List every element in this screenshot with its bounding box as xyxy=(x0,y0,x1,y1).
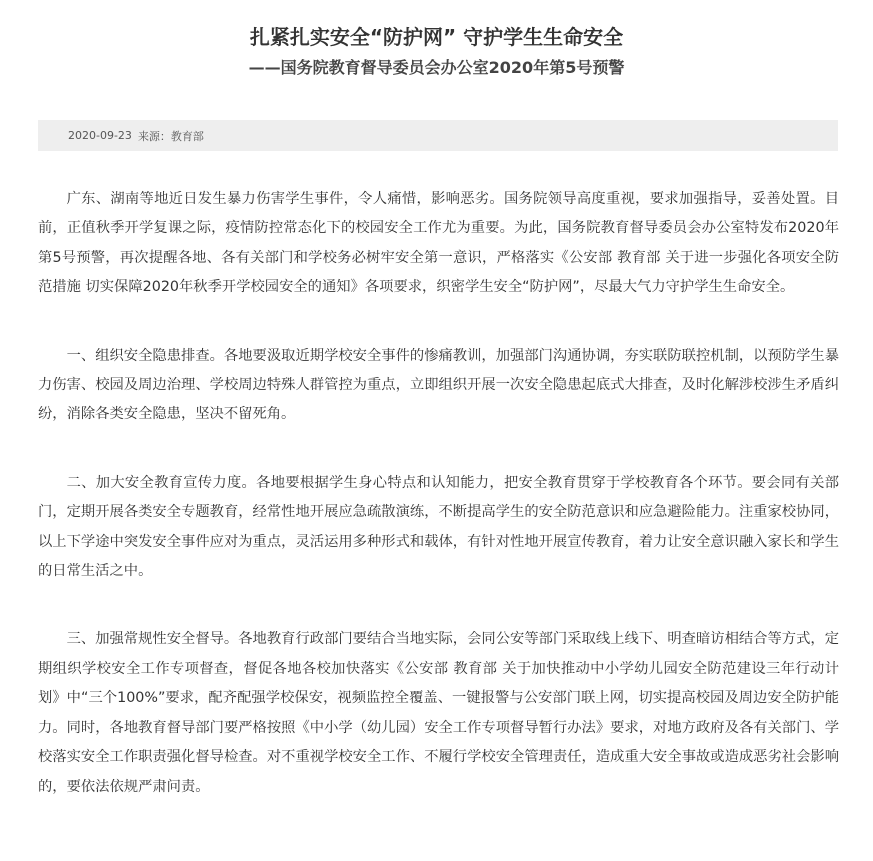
page-subtitle: ——国务院教育督导委员会办公室2020年第5号预警 xyxy=(248,58,625,77)
publish-date: 2020-09-23 xyxy=(68,129,132,142)
page-title: 扎紧扎实安全“防护网” 守护学生生命安全 xyxy=(249,25,624,49)
article-body xyxy=(38,185,839,841)
article-meta-bar xyxy=(38,120,838,151)
paragraph-section-2: 二、加大安全教育宣传力度。各地要根据学生身心特点和认知能力，把安全教育贯穿于学校教育各个环节。要会同有关部门，定期开展各类安全专题教育，经常性地开展应急疏散演练，不断提高学生的安全防范意识和应急避险能力。注重家校协同，以上下学途中突发安全事件应对为重点，灵活运用多种形式和载体，有针对性地开展宣传教育，着力让安全意识融入家长和学生的日常生活之中。 xyxy=(38,474,839,580)
paragraph-intro: 广东、湖南等地近日发生暴力伤害学生事件，令人痛惜，影响恶劣。国务院领导高度重视，要求加强指导，妥善处置。目前，正值秋季开学复课之际，疫情防控常态化下的校园安全工作尤为重要。为此，国务院教育督导委员会办公室特发布2020年第5号预警，再次提醒各地、各有关部门和学校务必树牢安全第一意识，严格落实《公安部 教育部 关于进一步强化各项安全防范措施 切实保障2020年秋季开学校园安全的通知》各项要求，织密学生安全“防护网”，尽最大气力守护学生生命安全。 xyxy=(38,191,839,296)
paragraph-section-1: 一、组织安全隐患排查。各地要汲取近期学校安全事件的惨痛教训，加强部门沟通协调，夯实联防联控机制，以预防学生暴力伤害、校园及周边治理、学校周边特殊人群管控为重点，立即组织开展一次安全隐患起底式大排查，及时化解涉校涉生矛盾纠纷，消除各类安全隐患，坚决不留死角。 xyxy=(38,347,839,423)
article-source: 来源：教育部 xyxy=(137,129,204,143)
paragraph-section-3: 三、加强常规性安全督导。各地教育行政部门要结合当地实际，会同公安等部门采取线上线下、明查暗访相结合等方式，定期组织学校安全工作专项督查，督促各地各校加快落实《公安部 教育部 关于加快推动中小学幼儿园安全防范建设三年行动计划》中“三个100%”要求，配齐配强学校保安，视频监控全覆盖、一键报警与公安部门联上网，切实提高校园及周边安全防护能力。同时，各地教育督导部门要严格按照《中小学（幼儿园）安全工作专项督导暂行办法》要求，对地方政府及各有关部门、学校落实安全工作职责强化督导检查。对不重视学校安全工作、不履行学校安全管理责任，造成重大安全事故或造成恶劣社会影响的，要依法依规严肃问责。 xyxy=(38,631,839,795)
